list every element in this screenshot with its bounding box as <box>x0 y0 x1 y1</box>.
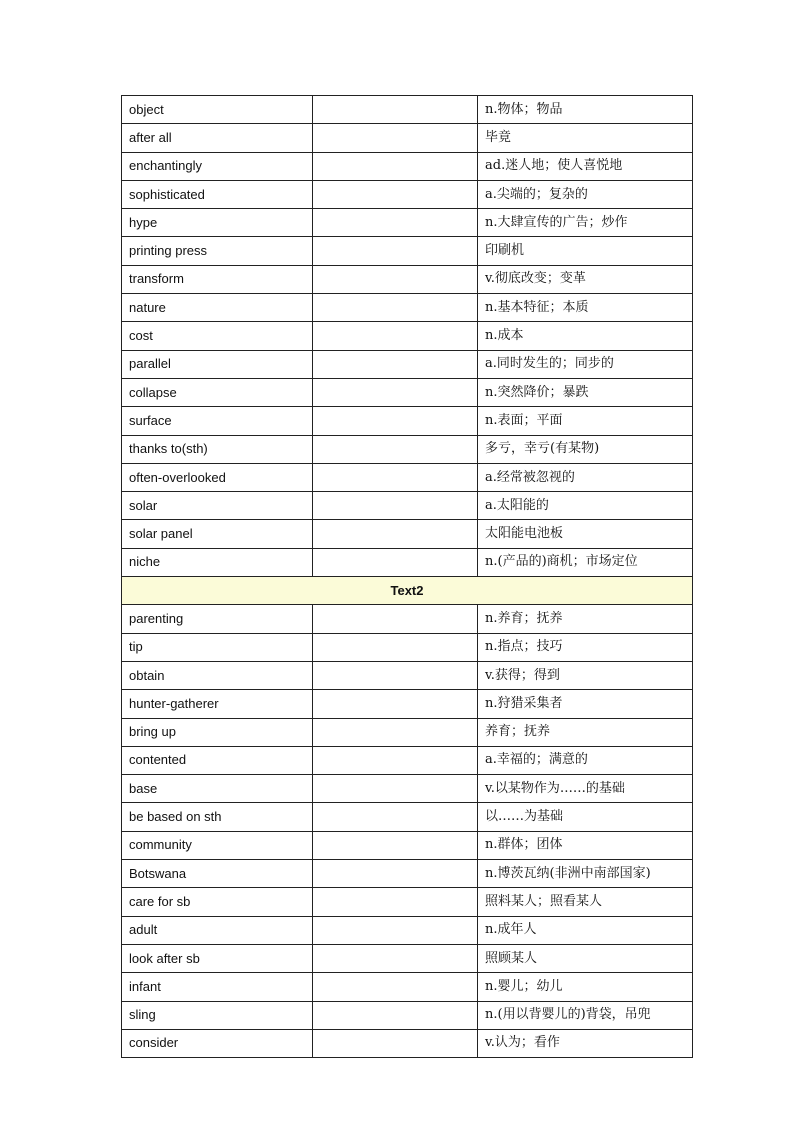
blank-cell <box>313 690 478 718</box>
table-row <box>122 350 693 378</box>
table-row <box>122 1001 693 1029</box>
meaning-cell: n.成年人 <box>478 916 693 944</box>
word-cell: be based on sth <box>122 803 313 831</box>
meaning-cell: n.(产品的)商机；市场定位 <box>478 548 693 576</box>
blank-cell <box>313 322 478 350</box>
meaning-cell: n.物体；物品 <box>478 96 693 124</box>
word-cell: community <box>122 831 313 859</box>
word-cell: Botswana <box>122 860 313 888</box>
word-cell: hype <box>122 209 313 237</box>
word-cell: parenting <box>122 605 313 633</box>
meaning-cell: 养育；抚养 <box>478 718 693 746</box>
meaning-cell: n.指点；技巧 <box>478 633 693 661</box>
word-cell: often-overlooked <box>122 463 313 491</box>
meaning-cell: 照料某人；照看某人 <box>478 888 693 916</box>
table-row <box>122 378 693 406</box>
meaning-cell: n.大肆宣传的广告；炒作 <box>478 209 693 237</box>
table-row <box>122 492 693 520</box>
blank-cell <box>313 746 478 774</box>
table-row <box>122 152 693 180</box>
table-row <box>122 775 693 803</box>
table-row <box>122 690 693 718</box>
section-title: Text2 <box>122 577 693 605</box>
table-row <box>122 831 693 859</box>
word-cell: thanks to(sth) <box>122 435 313 463</box>
table-row <box>122 322 693 350</box>
table-row <box>122 548 693 576</box>
word-cell: printing press <box>122 237 313 265</box>
meaning-cell: 以……为基础 <box>478 803 693 831</box>
word-cell: look after sb <box>122 944 313 972</box>
word-cell: base <box>122 775 313 803</box>
blank-cell <box>313 944 478 972</box>
blank-cell <box>313 96 478 124</box>
table-row <box>122 916 693 944</box>
blank-cell <box>313 718 478 746</box>
word-cell: object <box>122 96 313 124</box>
blank-cell <box>313 378 478 406</box>
blank-cell <box>313 1001 478 1029</box>
word-cell: collapse <box>122 378 313 406</box>
meaning-cell: ad.迷人地；使人喜悦地 <box>478 152 693 180</box>
word-cell: adult <box>122 916 313 944</box>
meaning-cell: n.养育；抚养 <box>478 605 693 633</box>
word-cell: enchantingly <box>122 152 313 180</box>
meaning-cell: a.幸福的；满意的 <box>478 746 693 774</box>
meaning-cell: n.婴儿；幼儿 <box>478 973 693 1001</box>
table-row <box>122 463 693 491</box>
blank-cell <box>313 152 478 180</box>
table-row <box>122 209 693 237</box>
word-cell: sophisticated <box>122 180 313 208</box>
table-row <box>122 124 693 152</box>
meaning-cell: n.群体；团体 <box>478 831 693 859</box>
table-row <box>122 294 693 322</box>
blank-cell <box>313 265 478 293</box>
word-cell: contented <box>122 746 313 774</box>
blank-cell <box>313 548 478 576</box>
blank-cell <box>313 1029 478 1057</box>
word-cell: nature <box>122 294 313 322</box>
table-row <box>122 520 693 548</box>
blank-cell <box>313 860 478 888</box>
table-row <box>122 803 693 831</box>
blank-cell <box>313 463 478 491</box>
blank-cell <box>313 180 478 208</box>
table-row <box>122 661 693 689</box>
blank-cell <box>313 124 478 152</box>
blank-cell <box>313 209 478 237</box>
word-cell: solar panel <box>122 520 313 548</box>
meaning-cell: n.(用以背婴儿的)背袋，吊兜 <box>478 1001 693 1029</box>
table-row <box>122 237 693 265</box>
blank-cell <box>313 520 478 548</box>
word-cell: obtain <box>122 661 313 689</box>
meaning-cell: 照顾某人 <box>478 944 693 972</box>
meaning-cell: a.太阳能的 <box>478 492 693 520</box>
word-cell: hunter-gatherer <box>122 690 313 718</box>
vocabulary-table-body <box>122 96 693 1058</box>
meaning-cell: v.彻底改变；变革 <box>478 265 693 293</box>
blank-cell <box>313 294 478 322</box>
table-row <box>122 96 693 124</box>
word-cell: parallel <box>122 350 313 378</box>
word-cell: surface <box>122 407 313 435</box>
word-cell: tip <box>122 633 313 661</box>
word-cell: care for sb <box>122 888 313 916</box>
meaning-cell: n.狩猎采集者 <box>478 690 693 718</box>
meaning-cell: n.基本特征；本质 <box>478 294 693 322</box>
table-row <box>122 180 693 208</box>
blank-cell <box>313 916 478 944</box>
blank-cell <box>313 831 478 859</box>
blank-cell <box>313 237 478 265</box>
meaning-cell: a.同时发生的；同步的 <box>478 350 693 378</box>
table-row <box>122 944 693 972</box>
word-cell: niche <box>122 548 313 576</box>
blank-cell <box>313 775 478 803</box>
blank-cell <box>313 633 478 661</box>
table-row <box>122 633 693 661</box>
table-row <box>122 718 693 746</box>
table-row <box>122 860 693 888</box>
blank-cell <box>313 605 478 633</box>
table-row <box>122 973 693 1001</box>
blank-cell <box>313 350 478 378</box>
section-header-row <box>122 577 693 605</box>
word-cell: bring up <box>122 718 313 746</box>
meaning-cell: 多亏，幸亏(有某物) <box>478 435 693 463</box>
meaning-cell: a.经常被忽视的 <box>478 463 693 491</box>
meaning-cell: v.认为；看作 <box>478 1029 693 1057</box>
table-row <box>122 1029 693 1057</box>
word-cell: transform <box>122 265 313 293</box>
meaning-cell: n.突然降价；暴跌 <box>478 378 693 406</box>
meaning-cell: 毕竟 <box>478 124 693 152</box>
table-row <box>122 605 693 633</box>
table-row <box>122 407 693 435</box>
meaning-cell: n.博茨瓦纳(非洲中南部国家) <box>478 860 693 888</box>
vocabulary-table <box>121 95 693 1058</box>
meaning-cell: 印刷机 <box>478 237 693 265</box>
word-cell: after all <box>122 124 313 152</box>
table-row <box>122 265 693 293</box>
word-cell: consider <box>122 1029 313 1057</box>
word-cell: solar <box>122 492 313 520</box>
table-row <box>122 888 693 916</box>
word-cell: sling <box>122 1001 313 1029</box>
blank-cell <box>313 973 478 1001</box>
blank-cell <box>313 435 478 463</box>
meaning-cell: a.尖端的；复杂的 <box>478 180 693 208</box>
blank-cell <box>313 661 478 689</box>
meaning-cell: n.表面；平面 <box>478 407 693 435</box>
meaning-cell: 太阳能电池板 <box>478 520 693 548</box>
blank-cell <box>313 492 478 520</box>
table-row <box>122 435 693 463</box>
table-row <box>122 746 693 774</box>
blank-cell <box>313 407 478 435</box>
meaning-cell: n.成本 <box>478 322 693 350</box>
word-cell: cost <box>122 322 313 350</box>
blank-cell <box>313 803 478 831</box>
meaning-cell: v.以某物作为……的基础 <box>478 775 693 803</box>
meaning-cell: v.获得；得到 <box>478 661 693 689</box>
blank-cell <box>313 888 478 916</box>
word-cell: infant <box>122 973 313 1001</box>
